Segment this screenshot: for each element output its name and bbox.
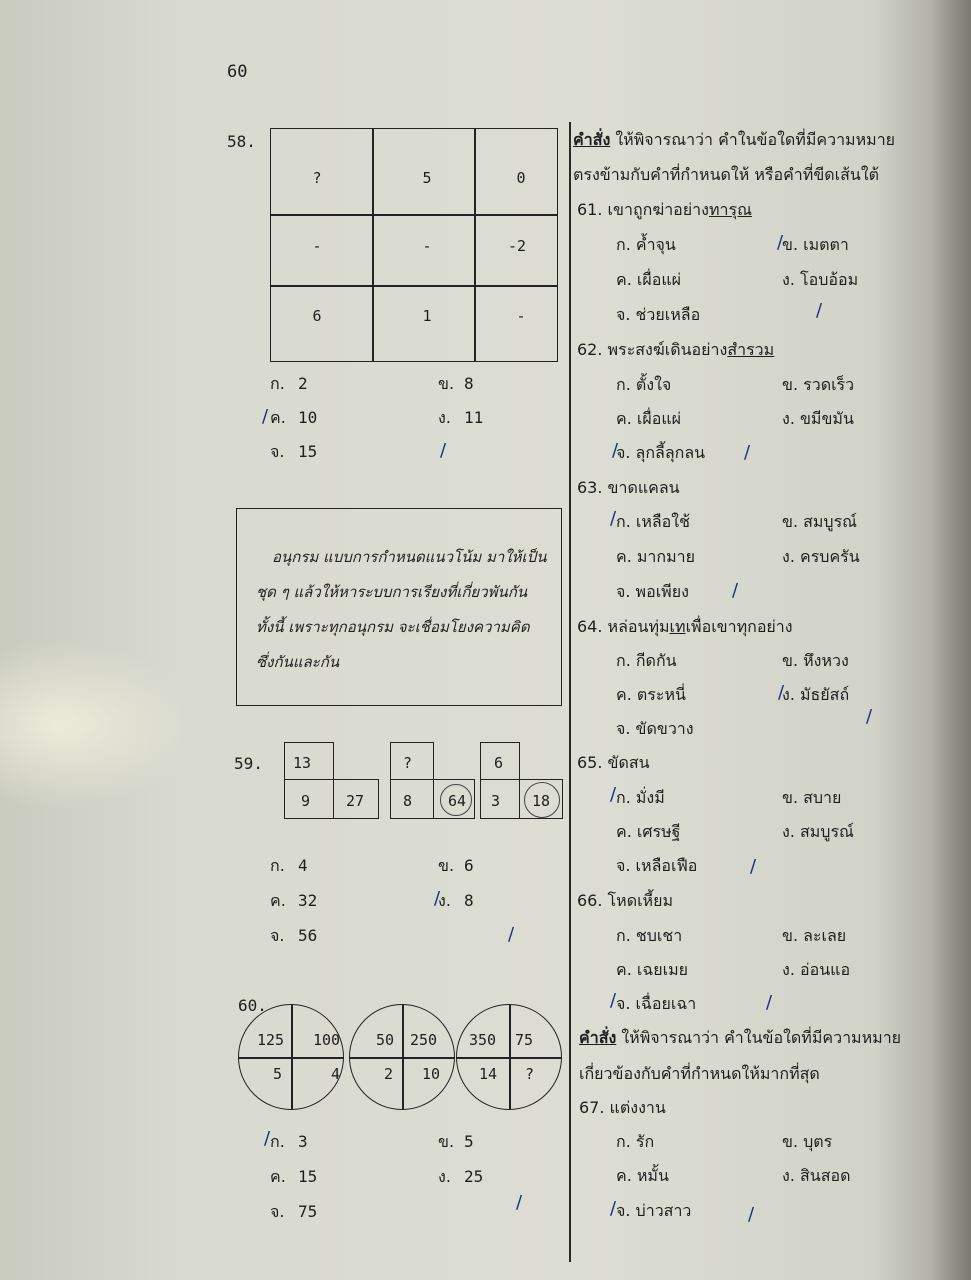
- q62-choice-d: ง. ขมีขมัน: [782, 409, 854, 428]
- q58-cell: 5: [422, 169, 432, 187]
- q60-choice-label: ก.: [270, 1132, 285, 1151]
- pen-slash-mark: /: [610, 784, 617, 805]
- q59-box: [284, 742, 334, 780]
- q60-choice-value: 25: [464, 1167, 484, 1186]
- q58-choice-value: 8: [464, 374, 474, 393]
- q59-box: [390, 779, 434, 819]
- q62-choice-c: ค. เผื่อแผ่: [616, 409, 682, 428]
- q59-value: 27: [346, 792, 365, 810]
- pen-slash-mark: /: [610, 990, 617, 1011]
- q67-choice-d: ง. สินสอด: [782, 1166, 851, 1185]
- q63-stem-text: ขาดแคลน: [607, 478, 680, 497]
- q66-number: 66.: [577, 891, 603, 910]
- q59-value: 6: [494, 754, 504, 772]
- pen-tick-mark: /: [816, 300, 823, 321]
- q61-choice-c: ค. เผื่อแผ่: [616, 270, 682, 289]
- q64-choice-a: ก. กีดกัน: [616, 651, 677, 670]
- note-line: ซึ่งกันและกัน: [256, 653, 340, 671]
- q63-choice-c: ค. มากมาย: [616, 547, 695, 566]
- q60-choice-value: 15: [298, 1167, 318, 1186]
- q67-choice-b: ข. บุตร: [782, 1132, 833, 1151]
- q59-box: [390, 742, 434, 780]
- q60-value: 10: [422, 1065, 441, 1083]
- q61-choice-d: ง. โอบอ้อม: [782, 270, 859, 289]
- q58-choice-value: 15: [298, 442, 318, 461]
- page-edge-shadow: [931, 0, 971, 1280]
- pen-slash-mark: /: [778, 682, 785, 703]
- q64-choice-b: ข. หึงหวง: [782, 651, 849, 670]
- q60-choice-label: ข.: [438, 1132, 455, 1151]
- pen-tick-mark: /: [440, 440, 447, 461]
- q67-stem: [579, 1100, 666, 1116]
- q67-choice-c: ค. หมั้น: [616, 1166, 669, 1185]
- q62-stem-text: พระสงฆ์เดินอย่าง: [607, 340, 728, 359]
- pen-slash-mark: /: [610, 508, 617, 529]
- pen-slash-mark: /: [434, 888, 441, 909]
- q62-stem: [577, 342, 774, 358]
- q63-stem: [577, 480, 680, 496]
- q62-choice-b: ข. รวดเร็ว: [782, 375, 855, 394]
- q60-value: 2: [384, 1065, 394, 1083]
- note-line: ชุด ๆ แล้วให้หาระบบการเรียงที่เกี่ยวพันกัน: [256, 583, 528, 601]
- q59-value: 9: [301, 792, 311, 810]
- q58-cell: -: [516, 307, 526, 325]
- q58-cell: 6: [312, 307, 322, 325]
- q61-choice-a: ก. ค้ำจุน: [616, 235, 676, 254]
- q60-value: ?: [525, 1065, 535, 1083]
- pen-tick-mark: /: [866, 706, 873, 727]
- q65-stem-text: ขัดสน: [607, 753, 650, 772]
- pencil-circle: [524, 782, 560, 818]
- q59-choice-label: ง.: [438, 891, 451, 910]
- q60-circle: [238, 1004, 344, 1110]
- q60-value: 50: [376, 1031, 395, 1049]
- instruction-1-line-2: ตรงข้ามกับคำที่กำหนดให้ หรือคำที่ขีดเส้นใต้: [573, 165, 880, 184]
- q59-choice-label: ก.: [270, 856, 285, 875]
- note-line: ทั้งนี้ เพราะทุกอนุกรม จะเชื่อมโยงความคิด: [256, 618, 530, 636]
- q60-circle: [349, 1004, 455, 1110]
- pen-tick-mark: /: [732, 580, 739, 601]
- q60-choice-label: ค.: [270, 1167, 286, 1186]
- q62-stem-keyword: สำรวม: [727, 340, 775, 359]
- q59-box: [333, 779, 379, 819]
- pen-tick-mark: /: [744, 442, 751, 463]
- note-line: อนุกรม แบบการกำหนดแนวโน้ม มาให้เป็น: [272, 548, 547, 566]
- q59-choice-value: 8: [464, 891, 474, 910]
- q61-choice-e: จ. ช่วยเหลือ: [616, 305, 701, 324]
- q60-choice-value: 3: [298, 1132, 308, 1151]
- q64-stem-keyword: เท: [669, 617, 686, 636]
- q58-choice-value: 11: [464, 408, 484, 427]
- instruction-heading: คำสั่ง: [573, 130, 611, 149]
- instruction-text: ให้พิจารณาว่า คำในข้อใดที่มีความหมาย: [621, 1028, 902, 1047]
- instruction-1-line-1: [573, 132, 895, 148]
- instruction-2-line-1: [579, 1030, 901, 1046]
- q60-value: 250: [410, 1031, 438, 1049]
- q66-choice-b: ข. ละเลย: [782, 926, 847, 945]
- q64-choice-c: ค. ตระหนี่: [616, 685, 686, 704]
- q62-number: 62.: [577, 340, 603, 359]
- pen-tick-mark: /: [750, 856, 757, 877]
- q59-value: 13: [293, 754, 312, 772]
- q58-cell: 1: [422, 307, 432, 325]
- instruction-heading: คำสั่ง: [579, 1028, 617, 1047]
- q61-stem-keyword: ทารุณ: [708, 200, 752, 219]
- q67-stem-text: แต่งงาน: [609, 1098, 666, 1117]
- q60-value: 100: [313, 1031, 341, 1049]
- pen-slash-mark: /: [264, 1128, 271, 1149]
- q61-stem: [577, 202, 752, 218]
- q59-box: [284, 779, 334, 819]
- pen-tick-mark: /: [508, 924, 515, 945]
- q60-value: 4: [331, 1065, 341, 1083]
- q59-box: [480, 742, 520, 780]
- column-divider: [569, 122, 571, 1262]
- q59-choice-value: 32: [298, 891, 318, 910]
- q59-choice-value: 56: [298, 926, 318, 945]
- q65-number: 65.: [577, 753, 603, 772]
- q58-choice-value: 10: [298, 408, 318, 427]
- q66-choice-a: ก. ชบเชา: [616, 926, 683, 945]
- q58-choice-label: ข.: [438, 374, 455, 393]
- q67-choice-e: จ. บ่าวสาว: [616, 1201, 692, 1220]
- pen-slash-mark: /: [777, 232, 784, 253]
- pen-tick-mark: /: [748, 1204, 755, 1225]
- q58-cell: -2: [507, 237, 527, 255]
- pencil-circle: [440, 784, 472, 816]
- pen-tick-mark: /: [766, 992, 773, 1013]
- q60-choice-value: 5: [464, 1132, 474, 1151]
- q66-choice-d: ง. อ่อนแอ: [782, 960, 851, 979]
- q66-stem: [577, 893, 673, 909]
- q59-value: 3: [491, 792, 501, 810]
- q60-label: 60.: [238, 996, 267, 1015]
- q65-choice-c: ค. เศรษฐี: [616, 822, 681, 841]
- q59-value: 18: [532, 792, 551, 810]
- q58-grid: [270, 128, 558, 362]
- q59-box: [480, 779, 520, 819]
- q58-cell: -: [422, 237, 432, 255]
- q65-choice-d: ง. สมบูรณ์: [782, 822, 854, 841]
- q61-stem-text: เขาถูกฆ่าอย่าง: [607, 200, 709, 219]
- q60-value: 125: [257, 1031, 285, 1049]
- q63-choice-d: ง. ครบครัน: [782, 547, 860, 566]
- q58-label: 58.: [227, 132, 256, 151]
- q63-choice-e: จ. พอเพียง: [616, 582, 689, 601]
- q64-stem: [577, 619, 793, 635]
- q58-cell: 0: [516, 169, 526, 187]
- q61-number: 61.: [577, 200, 603, 219]
- q59-label: 59.: [234, 754, 263, 773]
- q64-choice-d: ง. มัธยัสถ์: [782, 685, 850, 704]
- q59-choice-label: จ.: [270, 926, 285, 945]
- q66-choice-c: ค. เฉยเมย: [616, 960, 689, 979]
- pen-tick-mark: /: [516, 1192, 523, 1213]
- instruction-text: ให้พิจารณาว่า คำในข้อใดที่มีความหมาย: [615, 130, 896, 149]
- q64-choice-e: จ. ขัดขวาง: [616, 719, 694, 738]
- q67-choice-a: ก. รัก: [616, 1132, 655, 1151]
- q67-number: 67.: [579, 1098, 605, 1117]
- q59-choice-label: ข.: [438, 856, 455, 875]
- q62-choice-a: ก. ตั้งใจ: [616, 375, 672, 394]
- q65-stem: [577, 755, 650, 771]
- q60-choice-label: จ.: [270, 1202, 285, 1221]
- q59-value: 64: [448, 792, 467, 810]
- q59-value: ?: [403, 754, 413, 772]
- light-glare: [0, 640, 200, 810]
- instruction-2-line-2: เกี่ยวข้องกับคำที่กำหนดให้มากที่สุด: [579, 1064, 820, 1083]
- q61-choice-b: ข. เมตตา: [782, 235, 849, 254]
- q60-value: 5: [273, 1065, 283, 1083]
- pen-slash-mark: /: [612, 440, 619, 461]
- q63-number: 63.: [577, 478, 603, 497]
- q63-choice-b: ข. สมบูรณ์: [782, 512, 858, 531]
- q58-cell: -: [312, 237, 322, 255]
- q65-choice-b: ข. สบาย: [782, 788, 842, 807]
- page-number: 60: [227, 62, 248, 82]
- pen-slash-mark: /: [262, 406, 269, 427]
- q58-choice-label: ค.: [270, 408, 286, 427]
- q58-cell: ?: [312, 169, 322, 187]
- q59-value: 8: [403, 792, 413, 810]
- q62-choice-e: จ. ลุกลี้ลุกลน: [616, 443, 706, 462]
- q65-choice-e: จ. เหลือเฟือ: [616, 856, 698, 875]
- q59-choice-label: ค.: [270, 891, 286, 910]
- q58-choice-label: จ.: [270, 442, 285, 461]
- q65-choice-a: ก. มั่งมี: [616, 788, 665, 807]
- q58-choice-label: ก.: [270, 374, 285, 393]
- q60-circle: [456, 1004, 562, 1110]
- q60-value: 14: [479, 1065, 498, 1083]
- q58-choice-label: ง.: [438, 408, 451, 427]
- q59-choice-value: 6: [464, 856, 474, 875]
- q59-choice-value: 4: [298, 856, 308, 875]
- q66-choice-e: จ. เฉื่อยเฉา: [616, 994, 697, 1013]
- q64-stem-text: หล่อนทุ่ม: [607, 617, 670, 636]
- q60-choice-label: ง.: [438, 1167, 451, 1186]
- pen-slash-mark: /: [610, 1198, 617, 1219]
- q66-stem-text: โหดเหี้ยม: [607, 891, 674, 910]
- q63-choice-a: ก. เหลือใช้: [616, 512, 690, 531]
- note-box: [236, 508, 562, 706]
- q64-stem-text-end: เพื่อเขาทุกอย่าง: [685, 617, 793, 636]
- q60-value: 350: [469, 1031, 497, 1049]
- q60-choice-value: 75: [298, 1202, 318, 1221]
- q60-value: 75: [515, 1031, 534, 1049]
- q58-choice-value: 2: [298, 374, 308, 393]
- q64-number: 64.: [577, 617, 603, 636]
